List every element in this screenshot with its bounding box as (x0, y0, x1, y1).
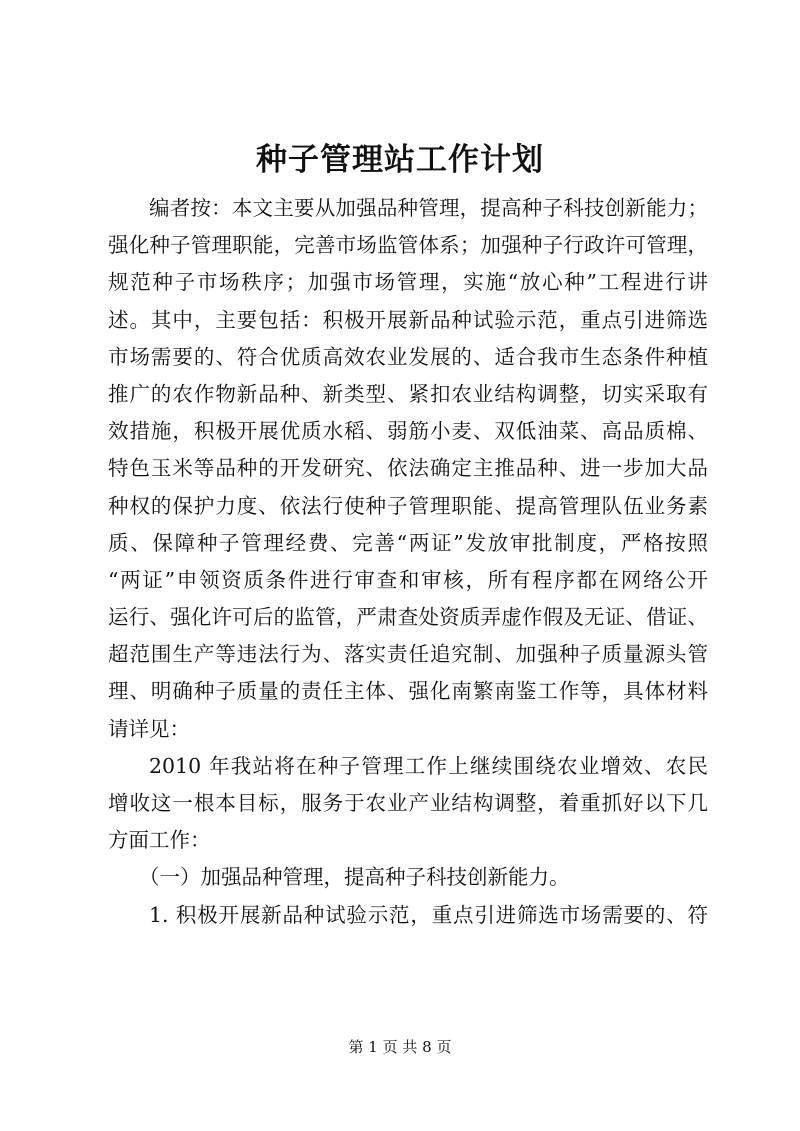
text-line: 种权的保护力度、依法行使种子管理职能、提高管理队伍业务素 (108, 493, 708, 518)
text-line: 超范围生产等违法行为、落实责任追究制、加强种子质量源头管 (108, 642, 708, 667)
document-body (108, 190, 708, 934)
page-title: 种子管理站工作计划 (256, 142, 544, 178)
text-line: “两证”申领资质条件进行审查和审核，所有程序都在网络公开 (108, 567, 708, 592)
text-line: 方面工作： (108, 828, 211, 853)
text-line: 效措施，积极开展优质水稻、弱筋小麦、双低油菜、高品质棉、 (108, 419, 708, 444)
text-line: 规范种子市场秩序；加强市场管理，实施“放心种”工程进行讲 (108, 270, 708, 295)
text-line: 强化种子管理职能，完善市场监管体系；加强种子行政许可管理， (108, 233, 708, 258)
text-line: 特色玉米等品种的开发研究、依法确定主推品种、进一步加大品 (108, 456, 708, 481)
text-line: 述。其中，主要包括：积极开展新品种试验示范，重点引进筛选 (108, 307, 708, 332)
section-heading: （一）加强品种管理，提高种子科技创新能力。 (139, 865, 570, 890)
page-footer: 第 1 页 共 8 页 (348, 1038, 452, 1056)
text-line: 质、保障种子管理经费、完善“两证”发放审批制度，严格按照 (108, 530, 708, 555)
text-line: 2010 年我站将在种子管理工作上继续围绕农业增效、农民 (149, 753, 708, 778)
text-line: 理、明确种子质量的责任主体、强化南繁南鉴工作等，具体材料 (108, 679, 708, 704)
text-line: 市场需要的、符合优质高效农业发展的、适合我市生态条件种植 (108, 344, 708, 369)
text-line: 推广的农作物新品种、新类型、紧扣农业结构调整，切实采取有 (108, 381, 708, 406)
text-line: 增收这一根本目标，服务于农业产业结构调整，着重抓好以下几 (108, 791, 708, 815)
text-line: 运行、强化许可后的监管，严肃查处资质弄虚作假及无证、借证、 (108, 605, 708, 630)
text-line: 1. 积极开展新品种试验示范，重点引进筛选市场需要的、符 (149, 902, 708, 927)
text-line: 请详见： (108, 716, 190, 741)
text-line: 编者按：本文主要从加强品种管理，提高种子科技创新能力； (149, 196, 708, 220)
